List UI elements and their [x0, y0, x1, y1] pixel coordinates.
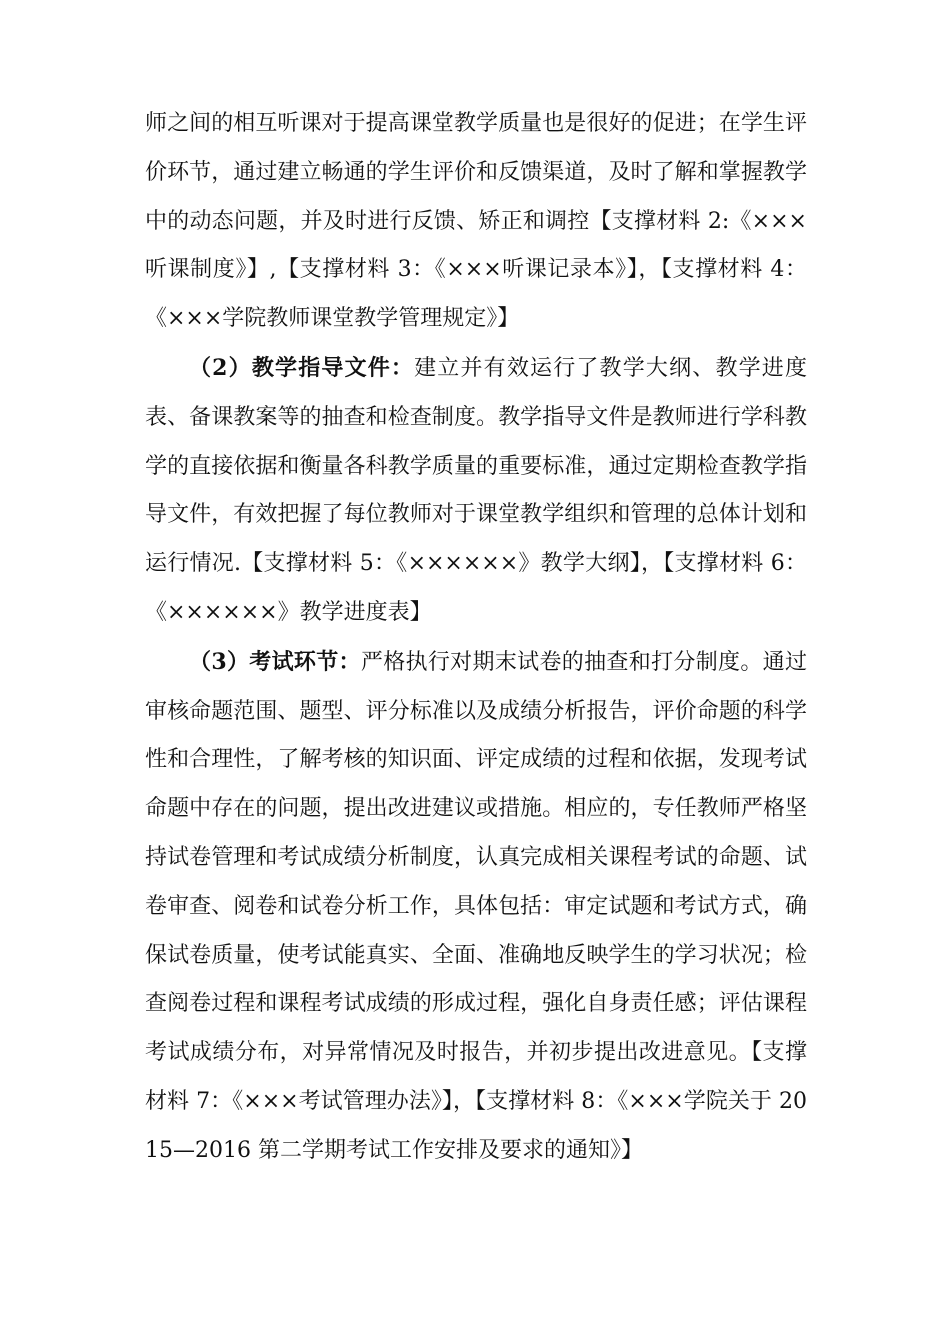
paragraph-2-text: 建立并有效运行了教学大纲、教学进度表、备课教案等的抽查和检查制度。教学指导文件是教师进行学科教学的直接依据和衡量各科教学质量的重要标准，通过定期检查教学指导文件，有效把握了每位教师对于课堂教学组织和管理的总体计划和运行情况.【支撑材料 5：《××××××》教学大纲】，【支撑材料 6：《××××××》教学进度表】 [145, 355, 807, 625]
paragraph-2 [145, 344, 807, 638]
paragraph-1-text: 师之间的相互听课对于提高课堂教学质量也是很好的促进；在学生评价环节，通过建立畅通的学生评价和反馈渠道，及时了解和掌握教学中的动态问题，并及时进行反馈、矫正和调控【支撑材料 2:《×××听课制度》】,【支撑材料 3：《×××听课记录本》】，【支撑材料 4：《×××学院教师课堂教学管理规定》】 [145, 111, 807, 332]
paragraph-2-heading: （2）教学指导文件： [189, 354, 415, 381]
document-page [145, 100, 807, 1176]
paragraph-3-text: 严格执行对期末试卷的抽查和打分制度。通过审核命题范围、题型、评分标准以及成绩分析报告，评价命题的科学性和合理性，了解考核的知识面、评定成绩的过程和依据，发现考试命题中存在的问题，提出改进建议或措施。相应的，专任教师严格坚持试卷管理和考试成绩分析制度，认真完成相关课程考试的命题、试卷审查、阅卷和试卷分析工作，具体包括：审定试题和考试方式，确保试卷质量，使考试能真实、全面、准确地反映学生的学习状况；检查阅卷过程和课程考试成绩的形成过程，强化自身责任感；评估课程考试成绩分布，对异常情况及时报告，并初步提出改进意见。【支撑材料 7：《×××考试管理办法》】，【支撑材料 8：《×××学院关于 2015—2016 第二学期考试工作安排及要求的通知》】 [145, 649, 807, 1163]
paragraph-1 [145, 100, 807, 344]
paragraph-3-heading: （3）考试环节： [189, 648, 361, 675]
paragraph-3 [145, 638, 807, 1176]
